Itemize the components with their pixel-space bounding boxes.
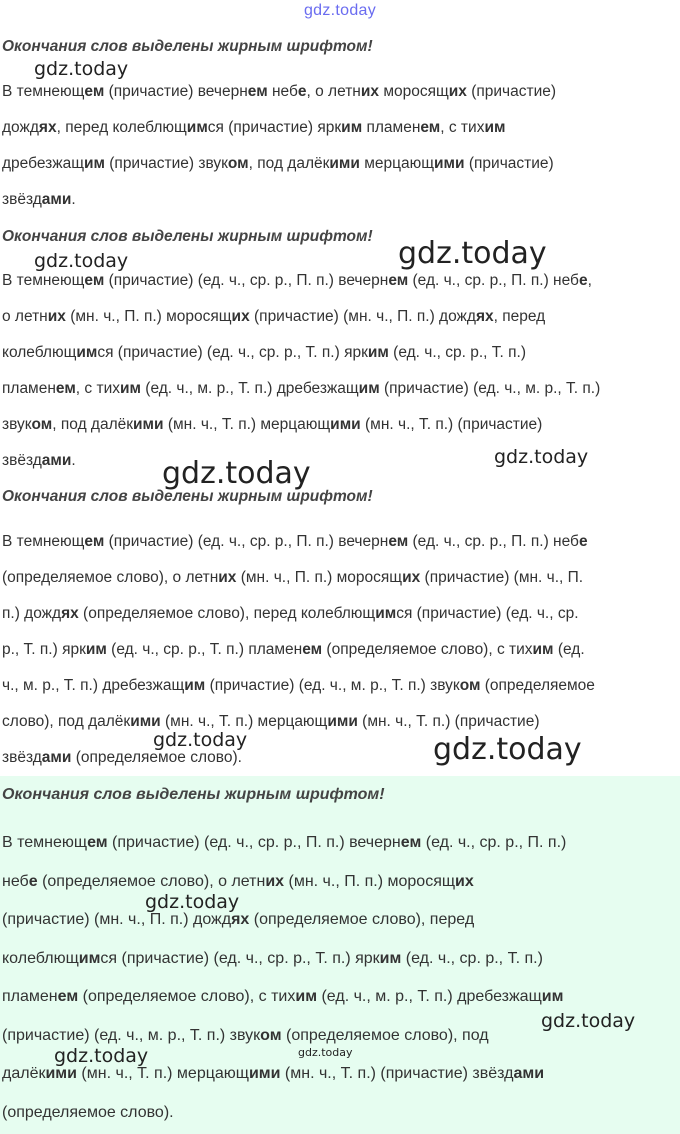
text-segment: (мн. ч., П. п.) моросящ bbox=[236, 569, 403, 586]
text-segment: (определяемое слово), под bbox=[281, 1026, 489, 1044]
text-segment: (ед. ч., м. р., Т. п.) дребезжащ bbox=[317, 988, 542, 1005]
word-ending: ях bbox=[38, 119, 57, 136]
text-segment: ся (причастие) ярк bbox=[207, 119, 342, 136]
text-segment: о летн bbox=[2, 308, 48, 325]
text-segment: ся (причастие) (ед. ч., ср. bbox=[396, 605, 579, 622]
word-ending: ях bbox=[231, 911, 250, 928]
watermark: gdz.today bbox=[153, 729, 248, 751]
word-ending: им bbox=[85, 641, 107, 658]
word-ending: ом bbox=[260, 1026, 282, 1044]
word-ending: ем bbox=[388, 533, 409, 550]
text-segment: , с тих bbox=[440, 119, 485, 136]
text-segment: дожд bbox=[2, 119, 39, 136]
text-segment: (ед. ч., м. р., Т. п.) дребезжащ bbox=[140, 380, 359, 397]
word-ending: им bbox=[186, 119, 208, 136]
text-segment: . bbox=[71, 191, 76, 208]
word-ending: ях bbox=[61, 605, 79, 622]
word-ending: им bbox=[367, 344, 389, 361]
text-segment: (определяемое слово), перед bbox=[249, 911, 475, 928]
word-ending: им bbox=[76, 344, 98, 361]
word-ending: им bbox=[532, 641, 554, 658]
word-ending: е bbox=[578, 533, 588, 550]
watermark: gdz.today bbox=[145, 891, 240, 913]
text-line bbox=[2, 901, 566, 940]
text-segment: (мн. ч., Т. п.) (причастие) bbox=[357, 713, 540, 730]
text-segment: ся (причастие) (ед. ч., ср. р., Т. п.) ярк bbox=[97, 344, 368, 361]
word-ending: их bbox=[360, 83, 380, 100]
word-ending: ем bbox=[84, 83, 105, 100]
text-segment: (ед. ч., ср. р., Т. п.) bbox=[388, 344, 527, 361]
text-segment: (ед. ч., ср. р., П. п.) неб bbox=[408, 272, 579, 289]
word-ending: ими bbox=[330, 416, 361, 433]
word-ending: их bbox=[265, 872, 285, 890]
text-segment: ч., м. р., Т. п.) дребезжащ bbox=[2, 677, 185, 694]
text-line bbox=[2, 940, 566, 979]
site-logo[interactable]: gdz.today bbox=[303, 2, 377, 19]
text-line bbox=[2, 263, 600, 299]
text-segment: В темнеющ bbox=[2, 83, 85, 100]
text-line bbox=[2, 407, 600, 443]
watermark: gdz.today bbox=[34, 58, 129, 80]
word-ending: ими bbox=[133, 416, 164, 433]
answer-paragraph bbox=[2, 263, 600, 479]
word-ending: им bbox=[78, 949, 101, 967]
word-ending: им bbox=[379, 949, 402, 967]
text-segment: слово), под далёк bbox=[2, 713, 131, 730]
answer-note: Окончания слов выделены жирным шрифтом! bbox=[2, 38, 373, 55]
answer-paragraph bbox=[2, 524, 595, 776]
watermark: gdz.today bbox=[34, 250, 129, 272]
answer-paragraph bbox=[2, 74, 556, 218]
text-segment: (мн. ч., Т. п.) (причастие) звёзд bbox=[280, 1065, 514, 1082]
word-ending: ем bbox=[84, 533, 105, 550]
word-ending: е bbox=[578, 272, 588, 289]
word-ending: ами bbox=[41, 749, 72, 766]
text-line bbox=[2, 371, 600, 407]
text-segment: пламен bbox=[362, 119, 421, 136]
text-segment: (причастие) (мн. ч., П. п.) дожд bbox=[249, 308, 476, 325]
word-ending: им bbox=[541, 988, 564, 1005]
text-line bbox=[2, 596, 595, 632]
answer-note: Окончания слов выделены жирным шрифтом! bbox=[2, 228, 373, 245]
word-ending: ем bbox=[247, 83, 268, 100]
text-segment: пламен bbox=[2, 988, 58, 1005]
text-segment: , о летн bbox=[306, 83, 361, 100]
text-segment: р., Т. п.) ярк bbox=[2, 641, 86, 658]
text-segment: (определяемое слово). bbox=[2, 1103, 174, 1121]
text-segment: (причастие) bbox=[464, 155, 554, 172]
word-ending: ими bbox=[45, 1065, 77, 1082]
text-line bbox=[2, 704, 595, 740]
text-segment: (определяемое слово), о летн bbox=[37, 872, 266, 890]
text-segment: (причастие) (ед. ч., ср. р., П. п.) вечерн bbox=[104, 533, 389, 550]
word-ending: ами bbox=[513, 1065, 545, 1082]
text-segment: , перед bbox=[493, 308, 546, 325]
word-ending: ем bbox=[84, 272, 105, 289]
word-ending: ем bbox=[420, 119, 441, 136]
word-ending: ем bbox=[400, 834, 422, 851]
text-segment: , под далёк bbox=[248, 155, 330, 172]
word-ending: е bbox=[28, 872, 38, 890]
text-segment: В темнеющ bbox=[2, 834, 88, 851]
text-segment: В темнеющ bbox=[2, 272, 85, 289]
word-ending: им bbox=[375, 605, 397, 622]
word-ending: им bbox=[119, 380, 141, 397]
word-ending: ом bbox=[227, 155, 249, 172]
word-ending: ами bbox=[41, 191, 72, 208]
text-segment: (мн. ч., Т. п.) (причастие) bbox=[360, 416, 543, 433]
text-segment: колеблющ bbox=[2, 344, 77, 361]
text-segment: (причастие) звук bbox=[104, 155, 228, 172]
answer-note: Окончания слов выделены жирным шрифтом! bbox=[2, 488, 373, 505]
answer-paragraph bbox=[2, 824, 566, 1132]
word-ending: ими bbox=[434, 155, 465, 172]
text-segment: . bbox=[71, 452, 76, 469]
text-line bbox=[2, 668, 595, 704]
text-segment: неб bbox=[267, 83, 298, 100]
text-line bbox=[2, 74, 556, 110]
word-ending: им bbox=[484, 119, 506, 136]
text-segment: мерцающ bbox=[359, 155, 435, 172]
text-segment: (определяемое слово), о летн bbox=[2, 569, 219, 586]
text-segment: далёк bbox=[2, 1065, 46, 1082]
text-segment: (причастие) (ед. ч., м. р., Т. п.) bbox=[379, 380, 601, 397]
watermark: gdz.today bbox=[433, 732, 582, 767]
answer-note: Окончания слов выделены жирным шрифтом! bbox=[2, 786, 385, 803]
text-line bbox=[2, 1055, 566, 1094]
text-segment: (ед. ч., ср. р., Т. п.) пламен bbox=[106, 641, 303, 658]
word-ending: ими bbox=[130, 713, 161, 730]
text-line bbox=[2, 1094, 566, 1133]
word-ending: их bbox=[47, 308, 66, 325]
text-segment: моросящ bbox=[379, 83, 449, 100]
text-line bbox=[2, 824, 566, 863]
text-segment: , под далёк bbox=[52, 416, 134, 433]
answer-block-1 bbox=[0, 0, 680, 222]
text-segment: (определяемое слово). bbox=[71, 749, 242, 766]
word-ending: ем bbox=[87, 834, 108, 851]
text-segment: (мн. ч., Т. п.) мерцающ bbox=[76, 1065, 249, 1082]
text-line bbox=[2, 443, 600, 479]
word-ending: ях bbox=[475, 308, 494, 325]
text-segment: , bbox=[587, 272, 592, 289]
watermark: gdz.today bbox=[398, 236, 547, 271]
text-segment: (причастие) (ед. ч., ср. р., П. п.) вечерн bbox=[107, 834, 401, 851]
text-segment: (причастие) вечерн bbox=[104, 83, 248, 100]
text-segment: (ед. bbox=[553, 641, 585, 658]
text-segment: звёзд bbox=[2, 452, 42, 469]
word-ending: им bbox=[295, 988, 318, 1005]
word-ending: е bbox=[297, 83, 307, 100]
watermark: gdz.today bbox=[494, 446, 589, 468]
word-ending: их bbox=[231, 308, 250, 325]
word-ending: ами bbox=[41, 452, 72, 469]
text-segment: (мн. ч., Т. п.) мерцающ bbox=[160, 713, 328, 730]
text-segment: (причастие) (мн. ч., П. п.) дожд bbox=[2, 911, 232, 928]
text-segment: пламен bbox=[2, 380, 56, 397]
text-segment: колеблющ bbox=[2, 949, 79, 967]
text-segment: дребезжащ bbox=[2, 155, 84, 172]
text-segment: (ед. ч., ср. р., П. п.) неб bbox=[408, 533, 579, 550]
watermark: gdz.today bbox=[162, 456, 311, 491]
text-segment: звёзд bbox=[2, 191, 42, 208]
word-ending: ими bbox=[329, 155, 360, 172]
text-segment: (мн. ч., П. п.) моросящ bbox=[65, 308, 232, 325]
watermark: gdz.today bbox=[54, 1045, 149, 1067]
text-segment: (ед. ч., ср. р., Т. п.) bbox=[401, 949, 543, 967]
text-line bbox=[2, 335, 600, 371]
text-line bbox=[2, 560, 595, 596]
watermark: gdz.today bbox=[298, 1046, 353, 1059]
text-segment: (причастие) (ед. ч., м. р., Т. п.) звук bbox=[205, 677, 460, 694]
text-segment: (причастие) (ед. ч., м. р., Т. п.) звук bbox=[2, 1026, 261, 1044]
answer-block-4 bbox=[0, 776, 680, 1134]
word-ending: их bbox=[448, 83, 467, 100]
text-line bbox=[2, 740, 595, 776]
text-segment: (мн. ч., П. п.) моросящ bbox=[284, 872, 456, 890]
text-segment: В темнеющ bbox=[2, 533, 85, 550]
text-segment: (определяемое слово), с тих bbox=[78, 988, 296, 1005]
text-line bbox=[2, 1017, 566, 1056]
text-segment: (определяемое слово), с тих bbox=[322, 641, 533, 658]
word-ending: им bbox=[341, 119, 363, 136]
text-line bbox=[2, 524, 595, 560]
text-segment: (причастие) (ед. ч., ср. р., П. п.) вечерн bbox=[104, 272, 389, 289]
text-segment: (определяемое слово), перед колеблющ bbox=[78, 605, 376, 622]
word-ending: ем bbox=[57, 988, 79, 1005]
text-segment: (ед. ч., ср. р., П. п.) bbox=[421, 834, 567, 851]
text-segment: , с тих bbox=[75, 380, 120, 397]
word-ending: их bbox=[402, 569, 421, 586]
text-segment: (определяемое bbox=[480, 677, 595, 694]
text-segment: , перед колеблющ bbox=[56, 119, 187, 136]
word-ending: им bbox=[184, 677, 206, 694]
word-ending: им bbox=[358, 380, 380, 397]
text-line bbox=[2, 863, 566, 902]
text-segment: п.) дожд bbox=[2, 605, 62, 622]
word-ending: ем bbox=[55, 380, 76, 397]
word-ending: ом bbox=[31, 416, 53, 433]
text-line bbox=[2, 146, 556, 182]
text-line bbox=[2, 110, 556, 146]
text-segment: звук bbox=[2, 416, 32, 433]
text-segment: (причастие) (мн. ч., П. bbox=[420, 569, 584, 586]
word-ending: им bbox=[83, 155, 105, 172]
text-segment: ся (причастие) (ед. ч., ср. р., Т. п.) ярк bbox=[100, 949, 380, 967]
word-ending: ом bbox=[459, 677, 481, 694]
text-line bbox=[2, 978, 566, 1017]
text-segment: (мн. ч., Т. п.) мерцающ bbox=[163, 416, 331, 433]
text-segment: неб bbox=[2, 872, 29, 890]
watermark: gdz.today bbox=[541, 1010, 636, 1032]
word-ending: ими bbox=[248, 1065, 281, 1082]
word-ending: ем bbox=[302, 641, 323, 658]
text-line bbox=[2, 632, 595, 668]
text-line bbox=[2, 299, 600, 335]
text-line bbox=[2, 182, 556, 218]
word-ending: их bbox=[455, 872, 474, 890]
text-segment: звёзд bbox=[2, 749, 42, 766]
word-ending: ем bbox=[388, 272, 409, 289]
word-ending: ими bbox=[327, 713, 358, 730]
word-ending: их bbox=[218, 569, 237, 586]
text-segment: (причастие) bbox=[466, 83, 557, 100]
